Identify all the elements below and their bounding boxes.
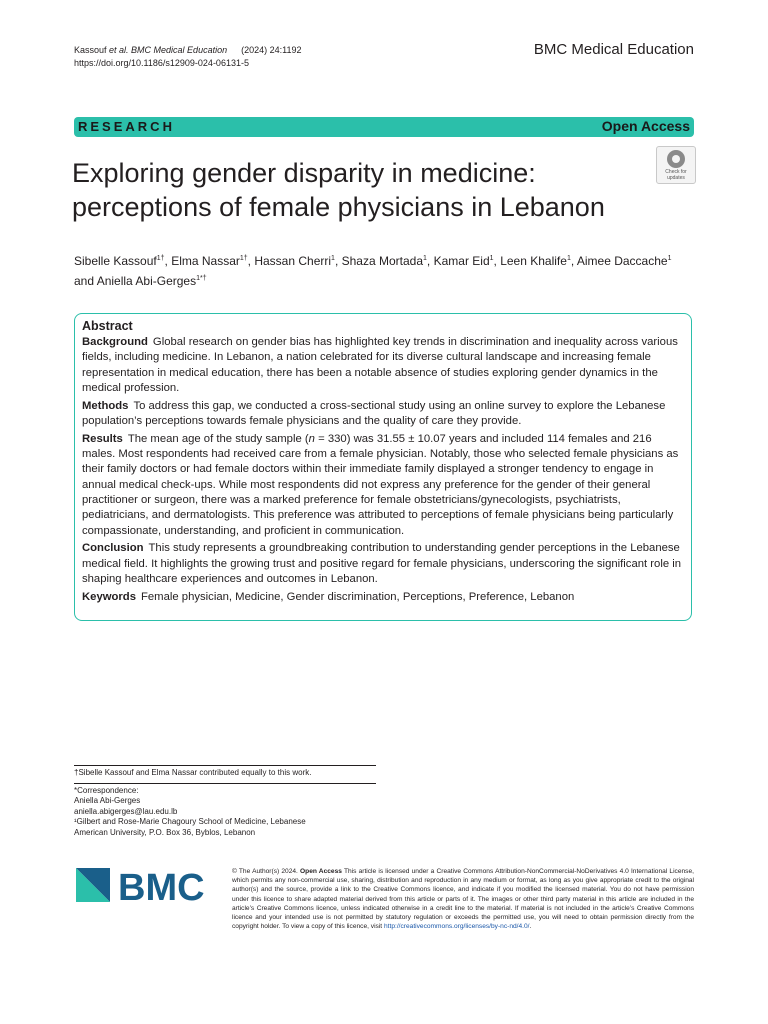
- keywords-text: Female physician, Medicine, Gender discrimination, Perceptions, Preference, Lebanon: [141, 590, 575, 603]
- abstract-methods: [82, 399, 683, 430]
- author-name[interactable]: Aimee Daccache: [576, 254, 668, 268]
- open-access-label: Open Access: [601, 118, 690, 134]
- bmc-logo-text: BMC: [118, 867, 205, 906]
- journal-name: BMC Medical Education: [533, 41, 694, 58]
- author-affiliation: 1†: [156, 255, 165, 262]
- check-for-updates-button[interactable]: [656, 146, 696, 184]
- background-label: Background: [82, 336, 148, 348]
- author-affiliation: 1: [667, 255, 672, 262]
- article-title: Exploring gender disparity in medicine: perceptions of female physicians in Lebanon: [72, 158, 605, 222]
- author-name[interactable]: Leen Khalife: [500, 254, 567, 268]
- author-affiliation: 1: [566, 255, 571, 262]
- license-link[interactable]: http://creativecommons.org/licenses/by-nc-nd/4.0/: [384, 923, 530, 931]
- citation-header: [74, 44, 301, 70]
- footnote-divider: [74, 783, 376, 784]
- author-affiliation: 1*†: [196, 275, 207, 282]
- background-text: Global research on gender bias has highlighted key trends in discrimination and inequality across various fields, including medicine. In Lebanon, a nation celebrated for its diverse cultural landscape and increasing female representation in medical education, there has been a notable absence of studies exploring gender dynamics in the medical profession.: [82, 336, 678, 394]
- author-name[interactable]: Shaza Mortada: [341, 254, 424, 268]
- author-affiliation: 1: [489, 255, 494, 262]
- methods-text: To address this gap, we conducted a cross-sectional study using an online survey to explore the Lebanese population’s perceptions towards female physicians and the quality of care they provide.: [82, 399, 666, 427]
- authors-and: and: [74, 274, 95, 288]
- corresponding-author: Aniella Abi‑Gerges: [74, 796, 141, 806]
- results-text: = 330) was 31.55 ± 10.07 years and included 114 females and 216 males. Most respondents had received care from a female physician. Notably, those who selected female physicians as their family doctors or had female doctors within their immediate family displayed a stronger tendency to engage in annual medical check-ups. While most respondents did not express any preference for the gender of their general practitioner or surgeon, there was a marked preference for female obstetricians/gynecologists, psychiatrists, pediatricians, and dermatologists. This preference was attributed to perceptions of female physicians being particularly compassionate, understanding, and proficient in communication.: [82, 432, 679, 537]
- article-type-label: RESEARCH: [78, 119, 175, 134]
- correspondence-label: *Correspondence:: [74, 786, 139, 795]
- abstract-heading: Abstract: [82, 319, 133, 333]
- methods-label: Methods: [82, 399, 129, 412]
- check-for-updates-text: Check for updates: [665, 169, 687, 181]
- conclusion-text: This study represents a groundbreaking contribution to understanding gender perceptions in the Lebanese medical field. It highlights the growing trust and positive regard for female physicians, underscoring the significant role in shaping healthcare experiences and outcomes in Lebanon.: [82, 542, 682, 585]
- correspondence-note: [74, 786, 374, 838]
- license-text: [232, 867, 694, 931]
- author-name[interactable]: Kamar Eid: [433, 254, 490, 268]
- keywords-label: Keywords: [82, 590, 136, 603]
- abstract-conclusion: [82, 541, 683, 587]
- author-name[interactable]: Elma Nassar: [171, 254, 240, 268]
- footnote-divider: [74, 765, 376, 766]
- conclusion-label: Conclusion: [82, 542, 144, 555]
- author-name[interactable]: Sibelle Kassouf: [74, 254, 157, 268]
- results-n-symbol: n: [308, 432, 315, 445]
- abstract-keywords: [82, 590, 683, 605]
- equal-contribution-note: †Sibelle Kassouf and Elma Nassar contributed equally to this work.: [74, 768, 312, 777]
- citation-line: [74, 44, 301, 57]
- abstract-background: [82, 335, 683, 396]
- author-affiliation: 1: [331, 255, 335, 262]
- abstract-results: [82, 432, 683, 539]
- citation-journal: et al. BMC Medical Education: [109, 45, 228, 55]
- license-end: .: [529, 923, 532, 931]
- doi-link[interactable]: https://doi.org/10.1186/s12909-024-06131-5: [74, 58, 249, 68]
- corresponding-email[interactable]: aniella.abigerges@lau.edu.lb: [74, 806, 178, 816]
- citation-year-volume: (2024) 24:1192: [241, 45, 302, 55]
- results-label: Results: [82, 432, 123, 445]
- results-text-pre: The mean age of the study sample (: [127, 432, 309, 445]
- author-name[interactable]: Aniella Abi‑Gerges: [96, 274, 197, 288]
- author-affiliation: 1: [423, 255, 427, 262]
- copyright-notice: © The Author(s) 2024.: [232, 868, 298, 875]
- license-body: This article is licensed under a Creative Commons Attribution-NonCommercial-NoDerivatives 4.0 International License, which permits any non-commercial use, sharing, distribution and reproduction in any medium or format, as long as you give appropriate credit to the original author(s) and the source, provide a link to the Creative Commons licence, and indicate if you modified the licensed material. You do not have permission under this licence to share adapted material derived from this article or parts of it. The images or other third party material in this article are included in the article’s Creative Commons licence, unless indicated otherwise in a credit line to the material. If material is not included in the article’s Creative Commons licence and your intended use is not permitted by statutory regulation or exceeds the permitted use, you will need to obtain permission directly from the copyright holder. To view a copy of this licence, visit: [232, 868, 694, 931]
- author-list: Sibelle Kassouf$^{1\dagger}$, Elma Nassar$^{1\dagger}$, Hassan Cherri$^1$, Shaza Mortada$^1$, Kamar Eid$^1$, Leen Khalife$^1$, Aimee Daccache$^1$ and Aniella Abi‑Gerges$^{1*\dagger}$: [74, 254, 672, 288]
- research-banner: [74, 117, 694, 137]
- citation-authors: Kassouf: [74, 45, 110, 55]
- affiliation-line: ¹Gilbert and Rose-Marie Chagoury School of Medicine, Lebanese: [74, 817, 306, 827]
- author-name[interactable]: Hassan Cherri: [254, 254, 332, 268]
- author-affiliation: 1†: [239, 255, 248, 262]
- check-for-updates-icon: [667, 150, 685, 168]
- bmc-logo: [76, 866, 216, 906]
- license-open-access-label: Open Access: [300, 868, 342, 875]
- affiliation-line: American University, P.O. Box 36, Byblos, Lebanon: [74, 827, 256, 837]
- abstract-box: [74, 313, 692, 621]
- bmc-logo-icon: [76, 868, 110, 902]
